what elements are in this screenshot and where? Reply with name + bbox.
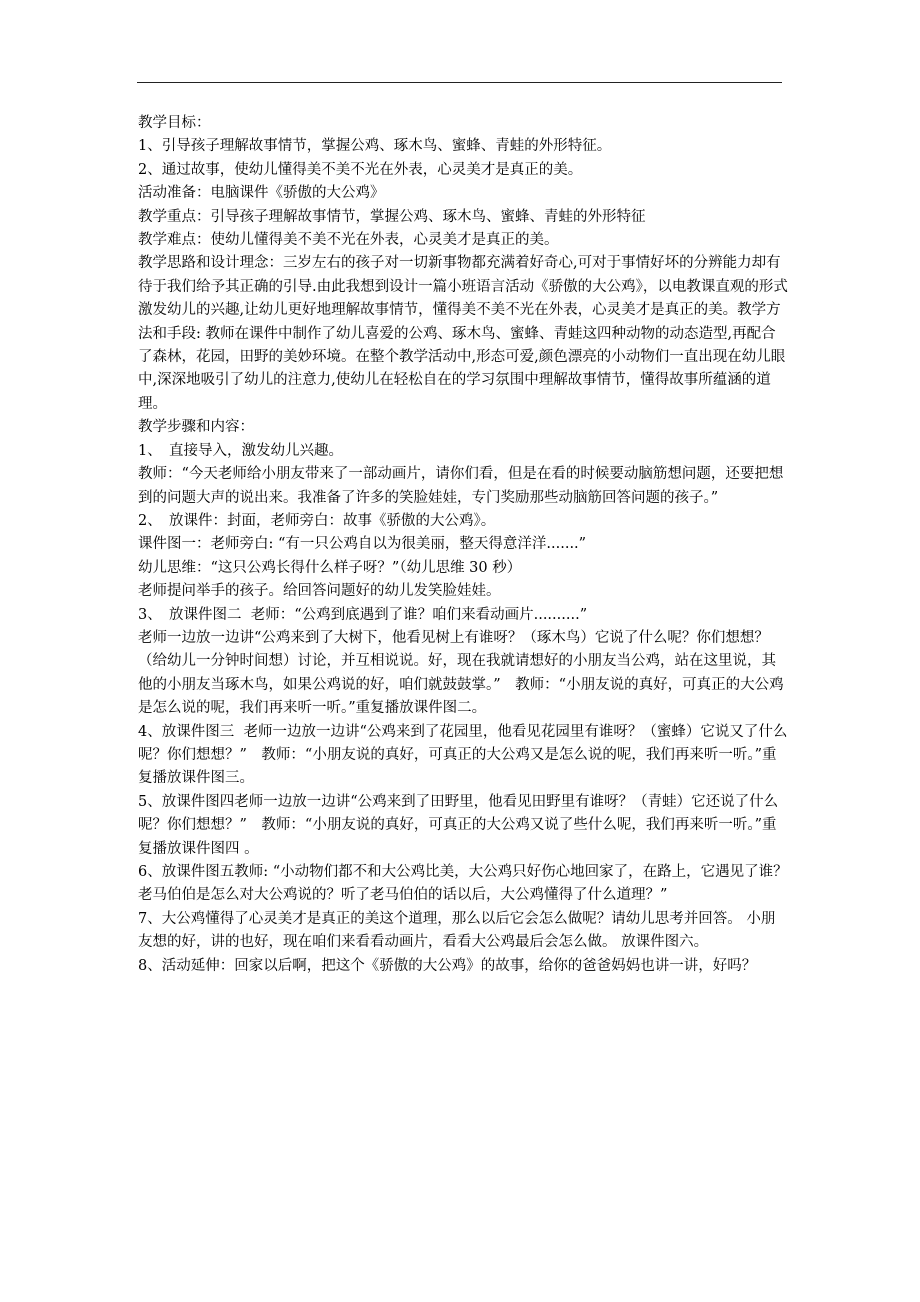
header-rule	[137, 82, 782, 83]
objective-2: 2、通过故事，使幼儿懂得美不美不光在外表，心灵美才是真正的美。	[138, 161, 583, 178]
document-body	[138, 112, 788, 978]
step-3: 3、 放课件图二 老师：“公鸡到底遇到了谁？咱们来看动画片..........”	[138, 606, 588, 623]
step-6: 6、放课件图五教师: “小动物们都不和大公鸡比美，大公鸡只好伤心地回家了，在路上，它遇见了谁？老马伯伯是怎么对大公鸡说的？听了老马伯伯的话以后，大公鸡懂得了什么道理？”	[138, 864, 788, 904]
difficulties: 教学难点：使幼儿懂得美不美不光在外表，心灵美才是真正的美。	[138, 232, 559, 249]
step-3-detail: 老师一边放一边讲“公鸡来到了大树下，他看见树上有谁呀？（琢木鸟）它说了什么呢？你们想想？（给幼儿一分钟时间想）讨论，并互相说说。好，现在我就请想好的小朋友当公鸡，站在这里说，其他的小朋友当琢木鸟，如果公鸡说的好，咱们就鼓鼓掌。” 教师：“小朋友说的真好，可真正的大公鸡是怎么说的呢，我们再来听一听。”重复播放课件图二。	[138, 629, 784, 717]
steps-heading: 教学步骤和内容：	[138, 419, 254, 436]
step-5: 5、放课件图四老师一边放一边讲“公鸡来到了田野里，他看见田野里有谁呀？（青蛙）它还说了什么呢？你们想想？” 教师：“小朋友说的真好，可真正的大公鸡又说了些什么呢，我们再来听一听。”重复播放课件图四 。	[138, 793, 779, 857]
teacher-question: 老师提问举手的孩子。给回答问题好的幼儿发笑脸娃娃。	[138, 583, 501, 600]
preparation: 活动准备：电脑课件《骄傲的大公鸡》	[138, 185, 385, 202]
step-1: 1、 直接导入，激发幼儿兴趣。	[138, 442, 343, 459]
slide-1: 课件图一：老师旁白: “有一只公鸡自以为很美丽，整天得意洋洋.......”	[138, 536, 587, 553]
step-8: 8、活动延伸：回家以后啊，把这个《骄傲的大公鸡》的故事，给你的爸爸妈妈也讲一讲，好吗？	[138, 957, 757, 974]
step-7: 7、大公鸡懂得了心灵美才是真正的美这个道理，那么以后它会怎么做呢？请幼儿思考并回答。 小朋友想的好，讲的也好，现在咱们来看看动画片，看看大公鸡最后会怎么做。 放课件图六。	[138, 910, 776, 951]
step-4: 4、放课件图三 老师一边放一边讲“公鸡来到了花园里，他看见花园里有谁呀？（蜜蜂）它说又了什么呢？你们想想？” 教师：“小朋友说的真好，可真正的大公鸡又是怎么说的呢，我们再来听一听。”重复播放课件图三。	[138, 723, 788, 787]
child-thinking: 幼儿思维：“这只公鸡长得什么样子呀？”（幼儿思维 30 秒）	[138, 559, 522, 576]
design-concept: 教学思路和设计理念：三岁左右的孩子对一切新事物都充满着好奇心,可对于事情好坏的分辨能力却有待于我们给予其正确的引导.由此我想到设计一篇小班语言活动《骄傲的大公鸡》，以电教课直观的形式激发幼儿的兴趣,让幼儿更好地理解故事情节，懂得美不美不光在外表，心灵美才是真正的美。教学方法和手段: 教师在课件中制作了幼儿喜爱的公鸡、琢木鸟、蜜蜂、青蛙这四种动物的动态造型,再配合了森林，花园，田野的美妙环境。在整个教学活动中,形态可爱,颜色漂亮的小动物们一直出现在幼儿眼中,深深地吸引了幼儿的注意力,使幼儿在轻松自在的学习氛围中理解故事情节，懂得故事所蕴涵的道理。	[138, 255, 788, 412]
key-points: 教学重点：引导孩子理解故事情节，掌握公鸡、琢木鸟、蜜蜂、青蛙的外形特征	[138, 208, 646, 225]
step-2: 2、 放课件：封面，老师旁白：故事《骄傲的大公鸡》。	[138, 512, 496, 529]
objectives-heading: 教学目标：	[138, 115, 211, 131]
teacher-intro: 教师：“今天老师给小朋友带来了一部动画片，请你们看，但是在看的时候要动脑筋想问题，还要把想到的问题大声的说出来。我准备了许多的笑脸娃娃，专门奖励那些动脑筋回答问题的孩子。”	[138, 466, 784, 506]
objective-1: 1、引导孩子理解故事情节，掌握公鸡、琢木鸟、蜜蜂、青蛙的外形特征。	[138, 138, 612, 155]
